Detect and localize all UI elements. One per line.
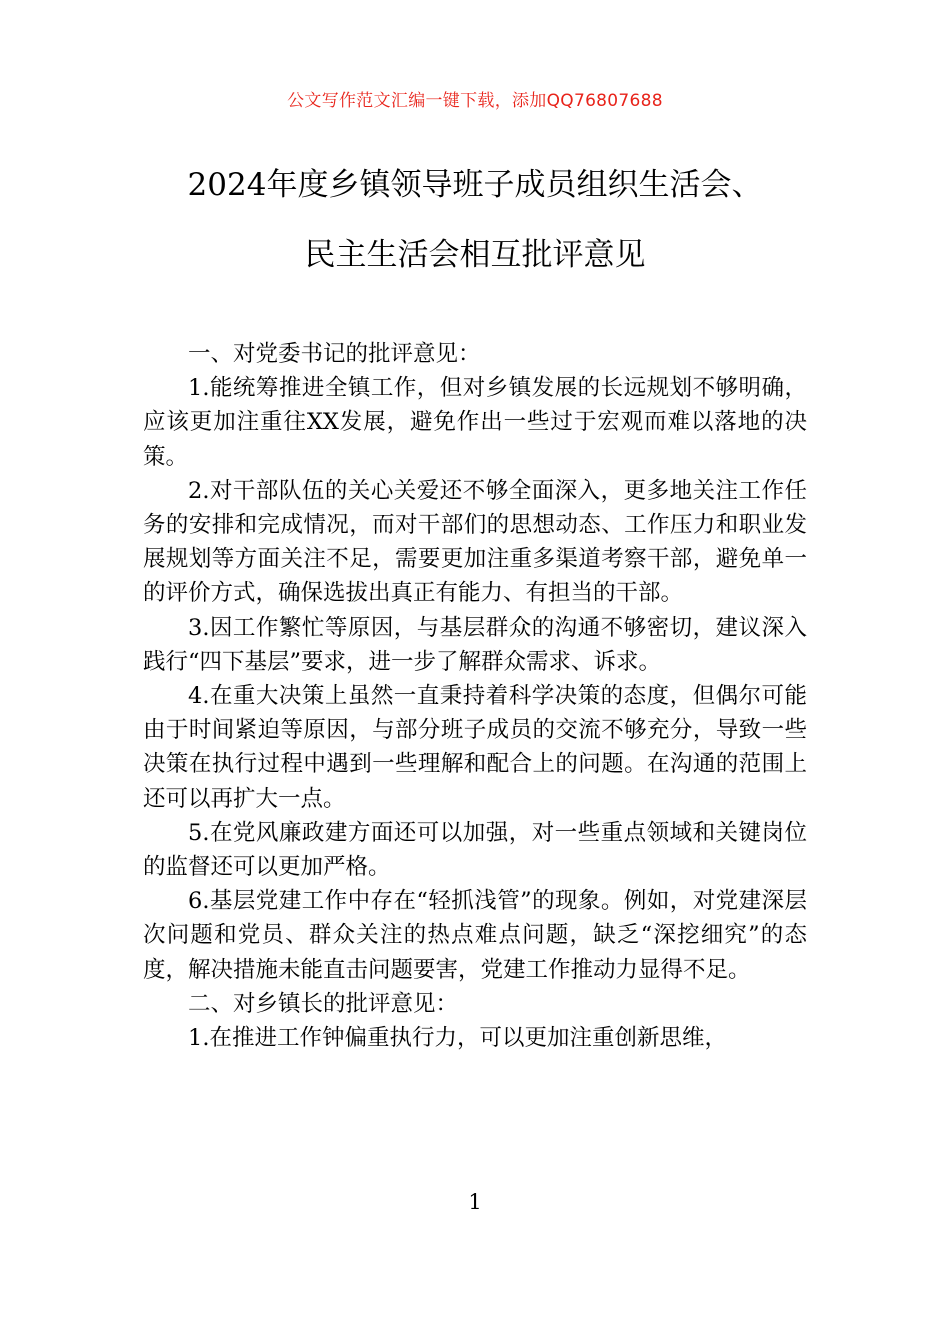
paragraph: 5.在党风廉政建方面还可以加强，对一些重点领域和关键岗位的监督还可以更加严格。 xyxy=(143,819,807,881)
title-line-2: 民主生活会相互批评意见 xyxy=(304,237,646,273)
section-heading-secretary: 一、对党委书记的批评意见： xyxy=(188,341,481,367)
paragraph: 1.在推进工作钟偏重执行力，可以更加注重创新思维， xyxy=(188,1025,727,1052)
document-body xyxy=(143,337,807,1055)
section-heading-mayor: 二、对乡镇长的批评意见： xyxy=(188,990,459,1017)
paragraph: 2.对干部队伍的关心关爱还不够全面深入，更多地关注工作任务的安排和完成情况，而对干部们的思想动态、工作压力和职业发展规划等方面关注不足，需要更加注重多渠道考察干部，避免单一的评价方式，确保选拔出真正有能力、有担当的干部。 xyxy=(143,477,807,607)
title-line-1: 2024年度乡镇领导班子成员组织生活会、 xyxy=(187,167,763,203)
paragraph: 1.能统筹推进全镇工作，但对乡镇发展的长远规划不够明确，应该更加注重往XX发展，避免作出一些过于宏观而难以落地的决策。 xyxy=(143,375,807,470)
paragraph: 4.在重大决策上虽然一直秉持着科学决策的态度，但偶尔可能由于时间紧迫等原因，与部分班子成员的交流不够充分，导致一些决策在执行过程中遇到一些理解和配合上的问题。在沟通的范围上还可以再扩大一点。 xyxy=(143,683,807,812)
page-number: 1 xyxy=(468,1190,482,1214)
paragraph: 3.因工作繁忙等原因，与基层群众的沟通不够密切，建议深入践行“四下基层”要求，进一步了解群众需求、诉求。 xyxy=(143,614,807,675)
paragraph: 6.基层党建工作中存在“轻抓浅管”的现象。例如，对党建深层次问题和党员、群众关注的热点难点问题，缺乏“深挖细究”的态度，解决措施未能直击问题要害，党建工作推动力显得不足。 xyxy=(143,888,807,983)
document-title xyxy=(100,150,850,290)
watermark-text: 公文写作范文汇编一键下载，添加QQ76807688 xyxy=(287,91,663,111)
